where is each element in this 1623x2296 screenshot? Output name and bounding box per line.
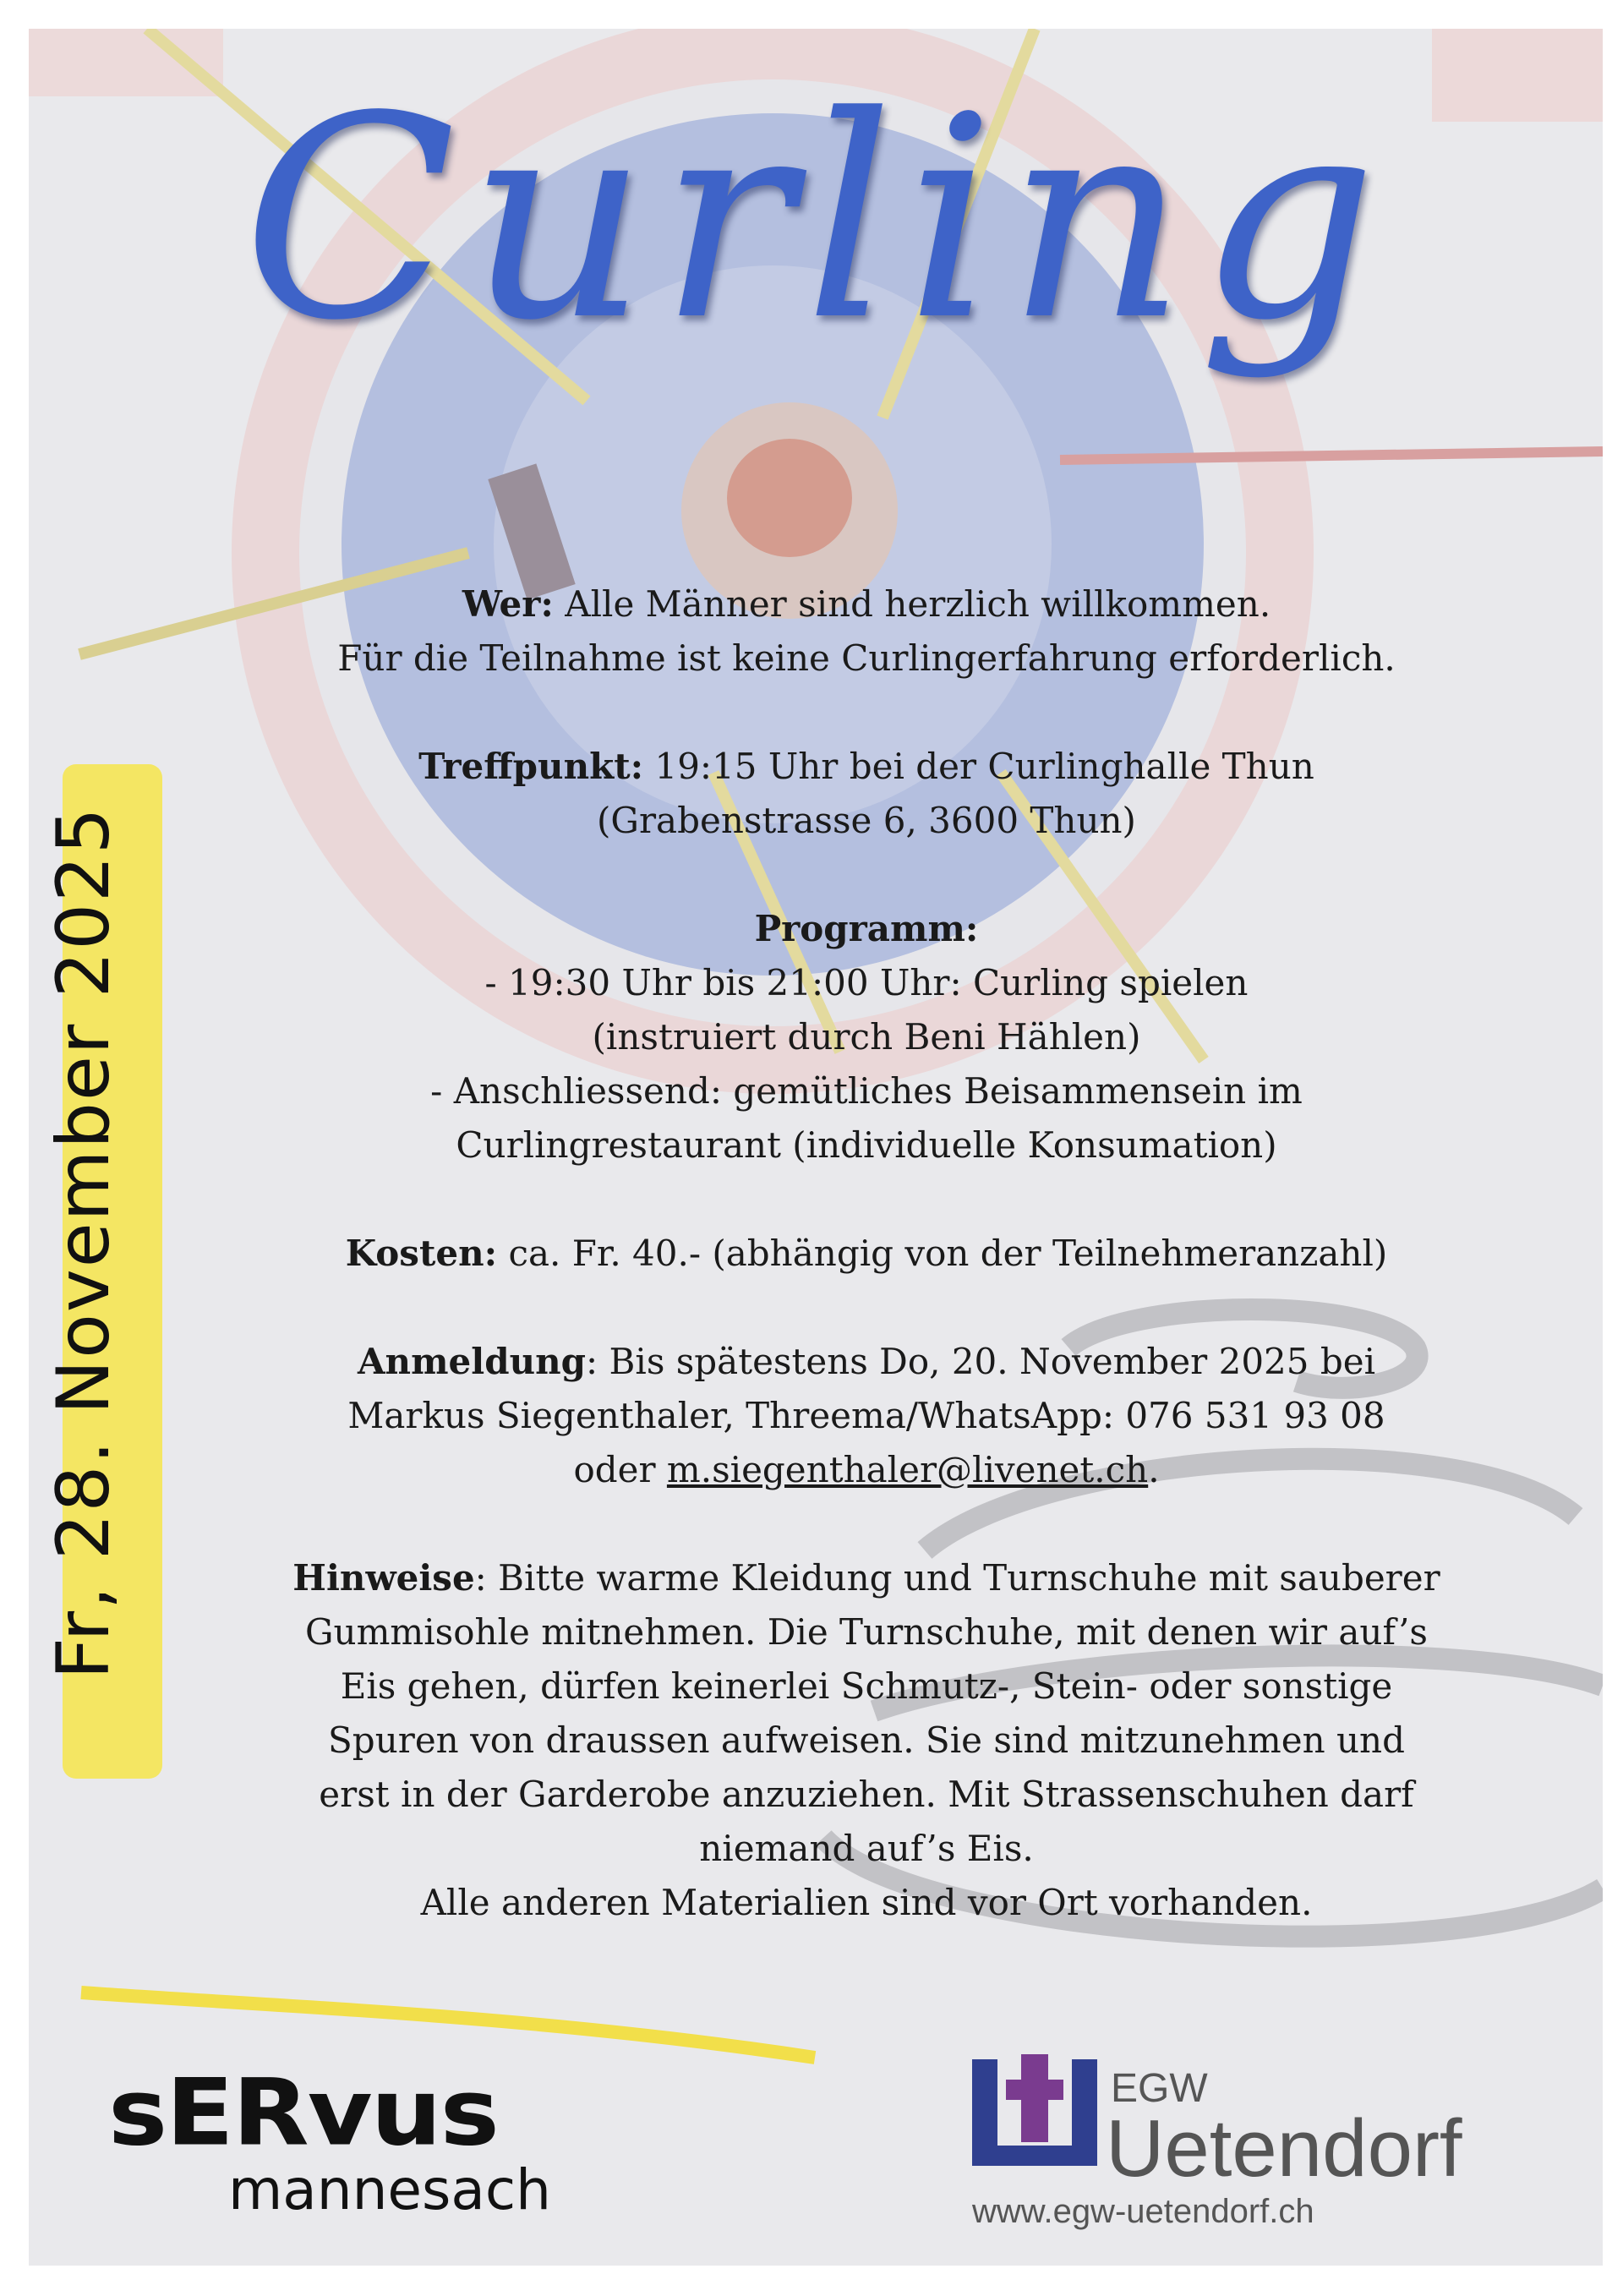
treffpunkt-text: 19:15 Uhr bei der Curlinghalle Thun (643, 746, 1314, 787)
programm-line: (instruiert durch Beni Hählen) (592, 1016, 1141, 1058)
section-wer (220, 577, 1513, 686)
page-title: Curling (243, 57, 1389, 381)
treffpunkt-label: Treffpunkt: (418, 746, 644, 787)
anmeldung-line2: Markus Siegenthaler, Threema/WhatsApp: 076 531 93 08 (347, 1395, 1385, 1436)
egw-logo-small: EGW (1111, 2066, 1208, 2111)
egw-logo-name: Uetendorf (1106, 2103, 1462, 2194)
servus-logo-word: sERvus (108, 2058, 498, 2167)
servus-swoosh (81, 1993, 815, 2058)
anmeldung-suffix: . (1148, 1449, 1160, 1490)
hinweise-line: Alle anderen Materialien sind vor Ort vorhanden. (420, 1882, 1313, 1923)
section-kosten (220, 1227, 1513, 1281)
section-hinweise (220, 1551, 1513, 1930)
section-programm (220, 902, 1513, 1173)
wer-line2: Für die Teilnahme ist keine Curlingerfahrung erforderlich. (337, 637, 1396, 679)
anmeldung-text: : Bis spätestens Do, 20. November 2025 bei (586, 1341, 1376, 1382)
event-date: Fr, 28. November 2025 (41, 806, 126, 1680)
section-anmeldung (220, 1335, 1513, 1497)
kosten-text: ca. Fr. 40.- (abhängig von der Teilnehmeranzahl) (497, 1233, 1388, 1274)
kosten-label: Kosten: (345, 1233, 498, 1274)
wer-label: Wer: (462, 583, 554, 625)
egw-website-link[interactable]: www.egw-uetendorf.ch (972, 2193, 1314, 2230)
anmeldung-label: Anmeldung (357, 1341, 587, 1382)
curling-stone-handle (727, 439, 852, 557)
programm-label: Programm: (754, 908, 979, 949)
hinweise-line: Gummisohle mitnehmen. Die Turnschuhe, mit denen wir auf’s (304, 1611, 1428, 1653)
email-link[interactable]: m.siegenthaler@livenet.ch (666, 1449, 1149, 1490)
wer-text: Alle Männer sind herzlich willkommen. (553, 583, 1271, 625)
section-treffpunkt (220, 740, 1513, 848)
servus-logo-subtitle: mannesach (228, 2157, 551, 2222)
programm-line: - 19:30 Uhr bis 21:00 Uhr: Curling spielen (484, 962, 1249, 1003)
event-details (220, 577, 1513, 1984)
programm-line: Curlingrestaurant (individuelle Konsumation) (456, 1124, 1277, 1166)
hinweise-line: Spuren von draussen aufweisen. Sie sind mitzunehmen und (328, 1719, 1405, 1761)
programm-line: - Anschliessend: gemütliches Beisammensein im (430, 1070, 1303, 1112)
hinweise-label: Hinweise (292, 1557, 475, 1599)
anmeldung-prefix: oder (573, 1449, 667, 1490)
hinweise-line: erst in der Garderobe anzuziehen. Mit Strassenschuhen darf (319, 1774, 1414, 1815)
hinweise-line: niemand auf’s Eis. (699, 1828, 1034, 1869)
hinweise-text: : Bitte warme Kleidung und Turnschuhe mit sauberer (474, 1557, 1440, 1599)
egw-logo-icon (972, 2054, 1097, 2171)
hinweise-line: Eis gehen, dürfen keinerlei Schmutz-, Stein- oder sonstige (340, 1665, 1393, 1707)
treffpunkt-line2: (Grabenstrasse 6, 3600 Thun) (597, 800, 1136, 841)
